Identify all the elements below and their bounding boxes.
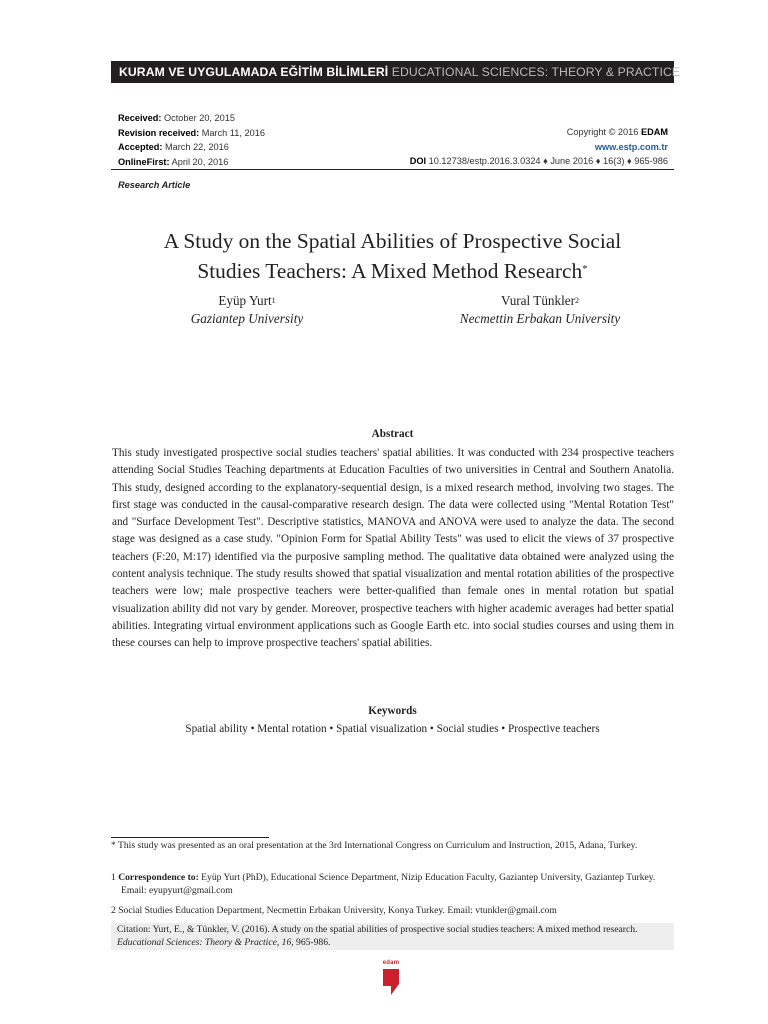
received-date: October 20, 2015 <box>163 113 235 123</box>
edam-logo-icon <box>380 960 402 998</box>
citation-journal: Educational Sciences: Theory & Practice, 16, <box>117 936 294 948</box>
author-2-institution: Necmettin Erbakan University <box>459 310 621 326</box>
onlinefirst-label: OnlineFirst: <box>118 156 170 167</box>
footnote-star-text: * This study was presented as an oral presentation at the 3rd International Congress on Curriculum and Instruction, 2015, Adana, Turkey. <box>111 840 638 851</box>
banner-english-title: EDUCATIONAL SCIENCES: THEORY & PRACTICE <box>391 65 681 79</box>
author-2-name: Vural Tünkler <box>500 293 576 308</box>
author-2-sup: 2 <box>575 296 580 305</box>
title-line-2: Studies Teachers: A Mixed Method Research <box>197 258 583 283</box>
publisher-name: EDAM <box>640 127 668 137</box>
onlinefirst-date: April 20, 2016 <box>171 156 229 167</box>
keywords-heading: Keywords <box>368 705 417 717</box>
footnote-1-text: Eyüp Yurt (PhD), Educational Science Department, Nizip Education Faculty, Gaziantep University, Gaziantep Turkey. Email: eyupyurt@gmail.com <box>121 872 656 896</box>
article-title <box>111 227 674 286</box>
author-1-institution: Gaziantep University <box>190 310 304 326</box>
article-type: Research Article <box>118 180 191 190</box>
submission-dates <box>118 111 265 169</box>
edam-logo-text: edam <box>382 960 400 966</box>
received-label: Received: <box>118 113 162 123</box>
accepted-date: March 22, 2016 <box>164 142 229 152</box>
accepted-label: Accepted: <box>118 142 163 152</box>
journal-banner <box>111 61 681 83</box>
footnote-1-number: 1 <box>111 872 116 883</box>
footnote-2-text: 2 Social Studies Education Department, Necmettin Erbakan University, Konya Turkey. Email: vtunkler@gmail.com <box>111 905 557 916</box>
citation-text: Citation: Yurt, E., & Tünkler, V. (2016). A study on the spatial abilities of prospective social studies teachers: A mixed method research. <box>117 924 638 935</box>
title-footnote-mark: * <box>582 262 588 275</box>
keywords-list: Spatial ability • Mental rotation • Spatial visualization • Social studies • Prospective teachers <box>185 723 600 735</box>
banner-turkish-title: KURAM VE UYGULAMADA EĞİTİM BİLİMLERİ <box>119 65 389 79</box>
title-line-1: A Study on the Spatial Abilities of Prospective Social <box>163 229 622 253</box>
doi-label: DOI <box>409 156 427 166</box>
doi-text: 10.12738/estp.2016.3.0324 ♦ June 2016 ♦ 16(3) ♦ 965-986 <box>428 156 668 166</box>
footnote-1-label: Correspondence to: <box>118 872 199 883</box>
author-1-sup: 1 <box>271 296 276 305</box>
abstract-text: This study investigated prospective social studies teachers' spatial abilities. It was conducted with 234 prospective teachers attending Social Studies Teaching departments at Education Faculties of two universities in Central and Southern Anatolia. This study, designed according to the explanatory-sequential design, is a mixed research method, involving two stages. The first stage was conducted in the causal-comparative research design. The data were collected using "Mental Rotation Test" and "Surface Development Test". Descriptive statistics, MANOVA and ANOVA were used to analyze the data. The second stage was designed as a case study. "Opinion Form for Spatial Ability Tests" was used to elicit the views of 37 prospective teachers (F:20, M:17) identified via the purposive sampling method. The qualitative data obtained were analyzed using the content analysis technique. The study results showed that spatial visualization and mental rotation abilities of the prospective teachers were low; male prospective teachers were better-qualified than female ones in mental rotation but spatial visualization ability did not vary by gender. Moreover, prospective teachers with higher academic averages had better spatial abilities. Integrating virtual environment applications such as Google Earth etc. into social studies courses and using them in these courses can help to improve prospective teachers' spatial abilities. <box>112 447 674 650</box>
footnote-divider <box>111 837 269 838</box>
revision-date: March 11, 2016 <box>201 127 265 138</box>
citation-box <box>111 923 674 950</box>
author-1-name: Eyüp Yurt <box>218 293 272 308</box>
revision-label: Revision received: <box>118 127 200 138</box>
header-divider <box>111 169 674 170</box>
author-1 <box>147 292 347 327</box>
footnote-1 <box>111 872 674 897</box>
footnote-star <box>111 840 674 853</box>
author-2 <box>425 292 655 327</box>
publisher-info <box>410 125 668 169</box>
abstract-heading: Abstract <box>371 428 414 440</box>
journal-url-link[interactable]: www.estp.com.tr <box>594 141 668 152</box>
copyright: Copyright © 2016 <box>566 127 639 137</box>
citation-pages: 965-986. <box>296 936 331 948</box>
footnote-2 <box>111 905 674 918</box>
